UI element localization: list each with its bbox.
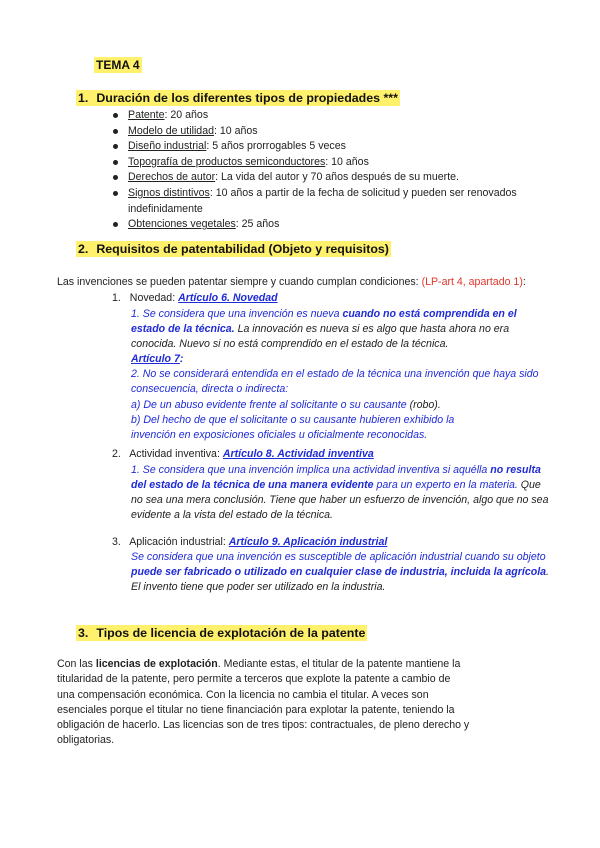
requirement-label: Aplicación industrial: xyxy=(129,536,226,548)
bullet-icon xyxy=(113,175,118,180)
text-line: a) De un abuso evidente frente al solicitante o su causante xyxy=(131,398,410,411)
requirement-2-body xyxy=(131,463,548,523)
list-item xyxy=(112,108,517,124)
section-title: Tipos de licencia de explotación de la patente xyxy=(96,626,366,640)
list-item-term: Modelo de utilidad xyxy=(128,124,214,137)
text-line: obligación de hacerlo. Las licencias son de tres tipos: contractuales, de pleno derecho y xyxy=(57,719,470,732)
item-number: 1. xyxy=(112,292,121,304)
text-line: El invento tiene que poder ser utilizado en la industria. xyxy=(131,581,386,594)
list-item xyxy=(112,186,517,217)
page-title: TEMA 4 xyxy=(96,58,140,72)
section-number: 3. xyxy=(78,626,89,640)
text-line: Que xyxy=(517,479,541,492)
list-item-term: Obtenciones vegetales xyxy=(128,218,236,231)
bullet-icon xyxy=(113,222,118,227)
list-item-term: Signos distintivos xyxy=(128,186,210,199)
bold-text: no resulta xyxy=(490,464,541,476)
text-line: invención en exposiciones oficiales u oficialmente reconocidas. xyxy=(131,428,428,441)
text-line: Con las xyxy=(57,658,96,670)
article-8-link[interactable]: Artículo 8. Actividad inventiva xyxy=(222,448,374,460)
bold-text: puede ser fabricado o utilizado en cualquier clase de industria, incluida la agrícola xyxy=(131,566,547,579)
text-line: 2. No se considerará entendida en el estado de la técnica una invención que haya sido xyxy=(131,368,539,381)
list-item-text: : La vida del autor y 70 años después de su muerte. xyxy=(215,171,459,184)
text-line: evidente a la vista del estado de la técnica. xyxy=(131,509,334,522)
requirement-2 xyxy=(112,448,374,460)
section-2-intro xyxy=(57,276,526,288)
requirement-label: Actividad inventiva: xyxy=(129,448,220,460)
legal-reference: (LP-art 4, apartado 1) xyxy=(421,276,523,288)
section-3-heading xyxy=(76,625,367,641)
bullet-icon xyxy=(113,160,118,165)
list-item-text: : 5 años prorrogables 5 veces xyxy=(206,140,346,153)
list-item-text: : 10 años xyxy=(325,155,369,168)
requirement-1-body xyxy=(131,307,539,443)
section-title: Requisitos de patentabilidad (Objeto y requisitos) xyxy=(96,242,389,256)
text-line: conocida. Nuevo si no está comprendido en el estado de la técnica. xyxy=(131,338,449,351)
text-note: (robo). xyxy=(409,398,441,411)
requirement-label: Novedad: xyxy=(129,292,176,304)
text-line: no sea una mera conclusión. Tiene que haber un esfuerzo de invención, algo que no sea xyxy=(131,494,549,507)
list-item-term: Topografía de productos semiconductores xyxy=(128,155,326,168)
article-9-link[interactable]: Artículo 9. Aplicación industrial xyxy=(228,536,388,548)
list-item-text: : 25 años xyxy=(235,218,280,231)
bold-text: cuando no está comprendida en el xyxy=(342,308,517,320)
requirement-3-body xyxy=(131,550,549,595)
bullet-icon xyxy=(113,191,118,196)
text-line: b) Del hecho de que el solicitante o su causante hubieren exhibido la xyxy=(131,413,455,426)
intro-end: : xyxy=(522,276,526,288)
text-line: 1. Se considera que una invención implica una actividad inventiva si aquélla xyxy=(131,464,491,476)
list-item xyxy=(112,124,517,140)
list-item-text: : 10 años a partir de la fecha de solicitud y pueden ser renovados xyxy=(209,186,517,199)
section-number: 2. xyxy=(78,242,89,256)
list-item-term: Derechos de autor xyxy=(128,171,216,184)
list-item-term: Patente xyxy=(128,109,165,121)
text-line: consecuencia, directa o indirecta: xyxy=(131,383,289,396)
text-line: para un experto en la materia. xyxy=(373,479,518,492)
bold-text: del estado de la técnica de una manera evidente xyxy=(131,479,374,492)
bold-text: licencias de explotación xyxy=(95,658,218,670)
requirement-3 xyxy=(112,536,387,548)
list-item-text: : 20 años xyxy=(164,109,209,121)
list-item xyxy=(112,217,517,233)
duration-list xyxy=(112,108,517,233)
list-item xyxy=(112,155,517,171)
list-item xyxy=(112,139,517,155)
section-title: Duración de los diferentes tipos de propiedades *** xyxy=(96,91,398,105)
list-item-text: : 10 años xyxy=(214,124,258,137)
intro-text: Las invenciones se pueden patentar siempre y cuando cumplan condiciones: xyxy=(57,276,419,288)
bold-text: estado de la técnica. xyxy=(131,323,235,336)
bullet-icon xyxy=(113,129,118,134)
text-line: . Mediante estas, el titular de la patente mantiene la xyxy=(217,658,461,670)
text-line: esenciales porque el titular no tiene financiación para explotar la patente, teniendo la xyxy=(57,703,455,716)
bullet-icon xyxy=(113,144,118,149)
text-line: 1. Se considera que una invención es nueva xyxy=(131,308,343,320)
section-number: 1. xyxy=(78,91,89,105)
text-line: titularidad de la patente, pero permite a terceros que explote la patente a cambio de xyxy=(57,673,451,686)
bullet-icon xyxy=(113,113,118,118)
text-line: obligatorias. xyxy=(57,734,115,747)
text-line: . xyxy=(546,566,549,579)
list-item-term: Diseño industrial xyxy=(128,140,207,153)
requirement-1 xyxy=(112,292,278,304)
item-number: 2. xyxy=(112,448,121,460)
item-number: 3. xyxy=(112,536,121,548)
text-line: Se considera que una invención es susceptible de aplicación industrial cuando su objeto xyxy=(131,551,546,563)
section-1-heading xyxy=(76,90,400,106)
text-line: una compensación económica. Con la licencia no cambia el titular. A veces son xyxy=(57,688,429,701)
text-line: La innovación es nueva si es algo que hasta ahora no era xyxy=(234,323,510,336)
section-3-paragraph xyxy=(57,657,469,749)
list-item-continuation: indefinidamente xyxy=(128,202,203,215)
list-item xyxy=(112,170,517,186)
article-7-link[interactable]: Artículo 7 xyxy=(131,353,180,366)
article-6-link[interactable]: Artículo 6. Novedad xyxy=(178,292,278,304)
section-2-heading xyxy=(76,241,391,257)
link-suffix: : xyxy=(179,353,184,366)
